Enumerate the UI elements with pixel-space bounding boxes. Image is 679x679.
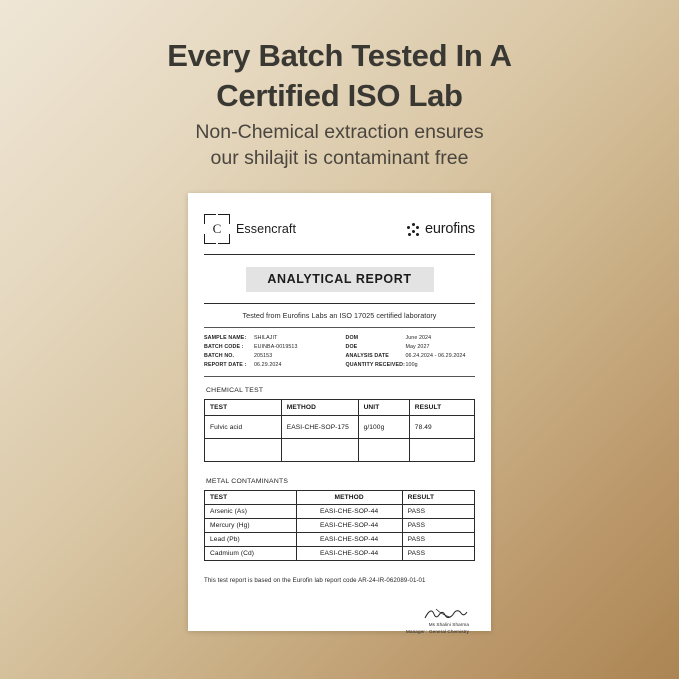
meta-key: BATCH CODE : [204,344,244,351]
page-subtitle [0,120,679,172]
column-header: RESULT [402,491,474,505]
column-header: UNIT [358,400,409,416]
metal-contaminants-section-title: METAL CONTAMINANTS [206,478,289,486]
meta-row [346,352,476,361]
headline-line-2: Certified ISO Lab [216,77,463,113]
meta-key: REPORT DATE : [204,362,247,369]
meta-value: June 2024 [405,335,432,341]
table-header-row [205,491,475,505]
subhead-line-1: Non-Chemical extraction ensures [195,121,484,143]
meta-value: 06.29.2024 [254,362,282,369]
brand-name: Essencraft [236,222,297,236]
cell-result: PASS [402,533,474,547]
meta-key: ANALYSIS DATE [345,353,389,360]
cell-test: Mercury (Hg) [205,519,297,533]
meta-value: 06.24.2024 - 06.29.2024 [405,353,466,360]
cell-result: 78.49 [409,416,474,439]
chemical-test-section-title: CHEMICAL TEST [206,387,264,395]
signatory-name: Ms Shalini Sharma [428,622,469,628]
tested-from-line: Tested from Eurofins Labs an ISO 17025 certified laboratory [242,311,437,320]
meta-bottom-divider [204,376,475,377]
analytical-report-sheet [188,193,491,635]
meta-top-divider [204,327,475,328]
meta-value: 205153 [254,353,273,360]
headline-line-1: Every Batch Tested In A [167,38,512,73]
report-footnote: This test report is based on the Eurofin lab report code AR-24-IR-062089-01-01 [204,577,426,585]
report-header [204,207,475,251]
meta-key: DOM [345,335,359,341]
cell-test: Fulvic acid [205,416,282,439]
table-row [205,416,475,439]
column-header: TEST [205,491,297,505]
brand-lockup [204,214,296,244]
cell-method: EASI-CHE-SOP-44 [296,547,402,561]
column-header: TEST [205,400,282,416]
cell-method: EASI-CHE-SOP-44 [296,519,402,533]
cell-test: Lead (Pb) [205,533,297,547]
meta-row [204,343,334,352]
header-divider [204,254,475,255]
meta-key: QUANTITY RECEIVED: [345,362,405,369]
column-header: METHOD [281,400,358,416]
meta-value: May 2027 [405,344,430,351]
chemical-test-table [204,399,475,462]
meta-column-left [204,334,334,370]
cell-method: EASI-CHE-SOP-175 [281,416,358,439]
meta-row [346,343,476,352]
table-row [205,533,475,547]
page-title [0,36,679,115]
cell-test: Arsenic (As) [205,505,297,519]
meta-key: SAMPLE NAME: [204,335,247,341]
lab-name: eurofins [425,221,475,237]
meta-row [204,334,334,343]
meta-row [204,361,334,370]
meta-row [204,352,334,361]
meta-column-right [346,334,476,370]
signature-block [204,606,475,636]
meta-key: BATCH NO. [204,353,235,360]
table-header-row [205,400,475,416]
meta-row [346,361,476,370]
meta-row [346,334,476,343]
cell-result: PASS [402,547,474,561]
report-meta [204,334,475,370]
subhead-line-2: our shilajit is contaminant free [210,146,469,169]
cell-empty [409,439,474,462]
report-title: ANALYTICAL REPORT [246,267,434,292]
signatory-designation: Manager : General Chemistry [406,629,469,635]
meta-value: 100g [405,362,418,369]
cell-test: Cadmium (Cd) [205,547,297,561]
essencraft-logo-icon [204,214,230,244]
cell-empty [205,439,282,462]
column-header: RESULT [409,400,474,416]
signature-icon [423,606,469,622]
table-row [205,519,475,533]
table-row-empty [205,439,475,462]
cell-unit: g/100g [358,416,409,439]
cell-method: EASI-CHE-SOP-44 [296,533,402,547]
eurofins-dots-icon [407,222,421,236]
meta-value: EUINBA-0019513 [254,344,298,351]
table-row [205,547,475,561]
lab-lockup [407,221,475,237]
meta-key: DOE [345,344,358,351]
cell-result: PASS [402,519,474,533]
title-divider [204,303,475,304]
cell-result: PASS [402,505,474,519]
brand-mark-letter: C [212,221,222,236]
meta-value: SHILAJIT [254,335,278,341]
cell-empty [281,439,358,462]
cell-method: EASI-CHE-SOP-44 [296,505,402,519]
table-row [205,505,475,519]
metal-contaminants-table [204,490,475,561]
cell-empty [358,439,409,462]
column-header: METHOD [296,491,402,505]
